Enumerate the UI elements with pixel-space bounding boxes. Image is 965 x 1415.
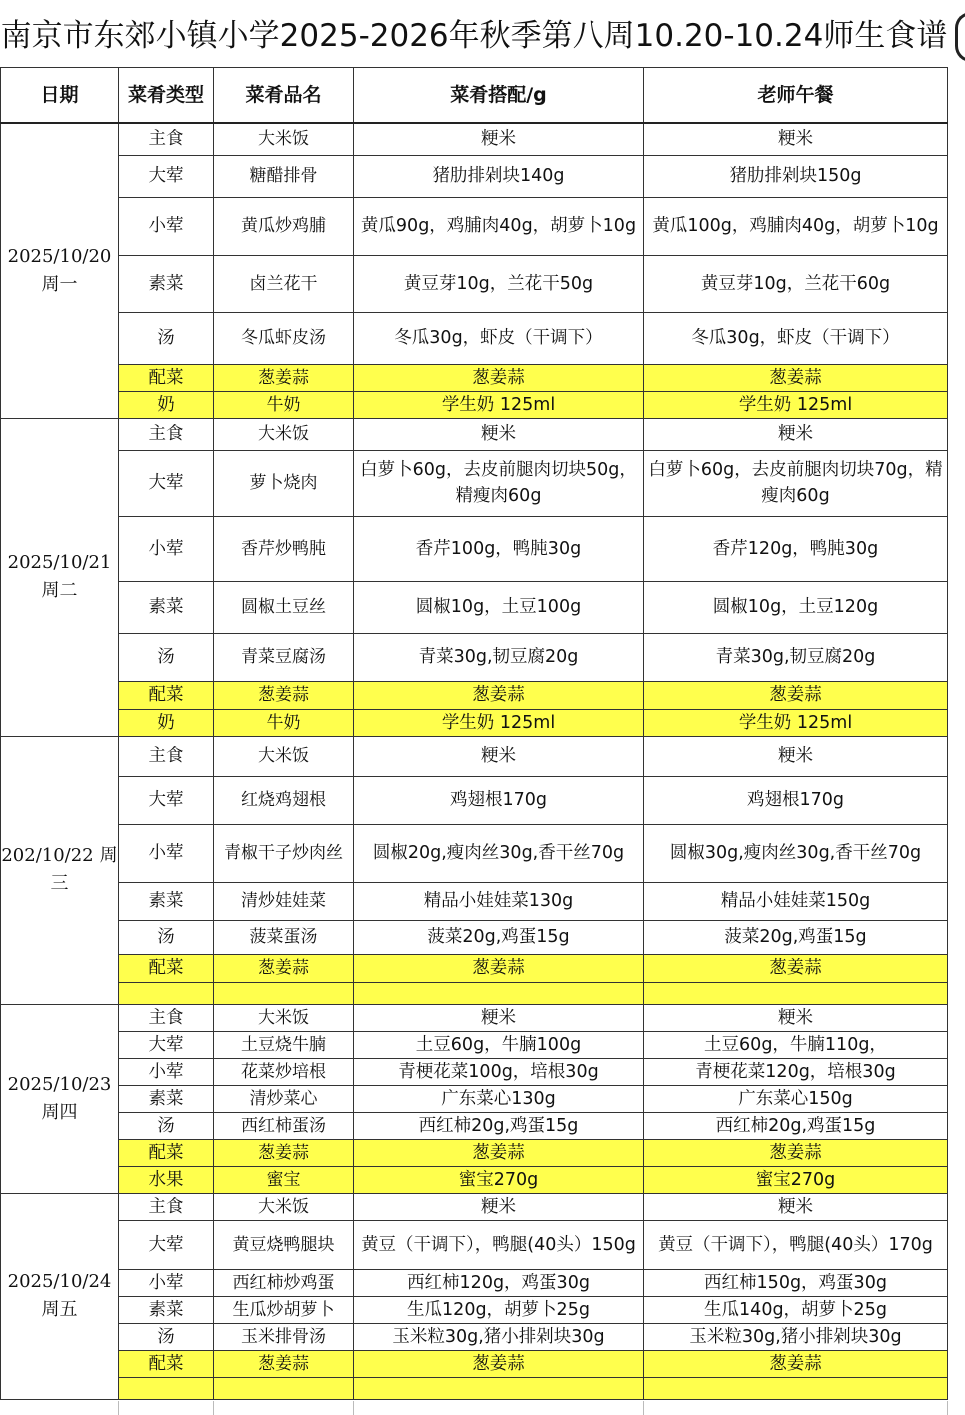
ingredients-cell: 葱姜蒜: [354, 681, 644, 709]
dish-type-cell: 配菜: [119, 954, 214, 982]
dish-type-cell: 汤: [119, 920, 214, 954]
dish-name-cell: 葱姜蒜: [214, 954, 354, 982]
teacher-lunch-cell: 学生奶 125ml: [644, 391, 948, 418]
page-title: 南京市东郊小镇小学2025-2026年秋季第八周10.20-10.24师生食谱: [0, 17, 948, 54]
menu-row: [1, 736, 948, 776]
day-weekday: 周五: [41, 1299, 78, 1320]
teacher-lunch-cell: 葱姜蒜: [644, 954, 948, 982]
menu-row: [1, 824, 948, 882]
menu-row: [1, 1377, 948, 1399]
dish-type-cell: 主食: [119, 123, 214, 155]
teacher-lunch-cell: 学生奶 125ml: [644, 709, 948, 736]
dish-name-cell: 生瓜炒胡萝卜: [214, 1296, 354, 1323]
ingredients-cell: 粳米: [354, 736, 644, 776]
dish-type-cell: 大荤: [119, 1220, 214, 1269]
teacher-lunch-cell: 粳米: [644, 123, 948, 155]
ingredients-cell: [354, 982, 644, 1004]
teacher-lunch-cell: 葱姜蒜: [644, 1139, 948, 1166]
teacher-lunch-cell: 粳米: [644, 1193, 948, 1220]
dish-type-cell: 素菜: [119, 255, 214, 312]
dish-name-cell: [214, 982, 354, 1004]
ingredients-cell: 生瓜120g，胡萝卜25g: [354, 1296, 644, 1323]
table-tail: [0, 1401, 948, 1415]
teacher-lunch-cell: 青菜30g,韧豆腐20g: [644, 633, 948, 681]
menu-row: [1, 882, 948, 920]
menu-row: [1, 954, 948, 982]
dish-name-cell: 红烧鸡翅根: [214, 776, 354, 824]
dish-type-cell: 小荤: [119, 516, 214, 581]
dish-name-cell: 大米饭: [214, 418, 354, 450]
teacher-lunch-cell: 土豆60g，牛腩110g，: [644, 1031, 948, 1058]
ingredients-cell: 精品小娃娃菜130g: [354, 882, 644, 920]
ingredients-cell: 广东菜心130g: [354, 1085, 644, 1112]
teacher-lunch-cell: 粳米: [644, 736, 948, 776]
ingredients-cell: 学生奶 125ml: [354, 391, 644, 418]
dish-name-cell: 大米饭: [214, 1004, 354, 1031]
menu-body: [1, 123, 948, 1399]
ingredients-cell: 圆椒20g,瘦肉丝30g,香干丝70g: [354, 824, 644, 882]
dish-type-cell: 主食: [119, 1193, 214, 1220]
teacher-lunch-cell: 猪肋排剁块150g: [644, 155, 948, 197]
dish-type-cell: 大荤: [119, 155, 214, 197]
dish-name-cell: 圆椒土豆丝: [214, 581, 354, 633]
ingredients-cell: 猪肋排剁块140g: [354, 155, 644, 197]
dish-type-cell: 汤: [119, 1112, 214, 1139]
menu-row: [1, 1323, 948, 1350]
dish-type-cell: 大荤: [119, 1031, 214, 1058]
teacher-lunch-cell: 葱姜蒜: [644, 681, 948, 709]
menu-row: [1, 1004, 948, 1031]
ingredients-cell: 葱姜蒜: [354, 1139, 644, 1166]
dish-type-cell: 奶: [119, 709, 214, 736]
ingredients-cell: 粳米: [354, 1004, 644, 1031]
menu-row: [1, 1112, 948, 1139]
menu-row: [1, 450, 948, 516]
dish-type-cell: 主食: [119, 418, 214, 450]
day-date: 202/10/22: [1, 845, 94, 866]
dish-name-cell: 卤兰花干: [214, 255, 354, 312]
header-date: 日期: [1, 68, 119, 124]
ingredients-cell: 葱姜蒜: [354, 954, 644, 982]
ingredients-cell: 黄豆（干调下），鸭腿(40头）150g: [354, 1220, 644, 1269]
teacher-lunch-cell: 玉米粒30g,猪小排剁块30g: [644, 1323, 948, 1350]
dish-type-cell: 大荤: [119, 450, 214, 516]
ingredients-cell: 学生奶 125ml: [354, 709, 644, 736]
day-weekday: 周一: [41, 273, 78, 295]
dish-name-cell: 清炒娃娃菜: [214, 882, 354, 920]
menu-row: [1, 516, 948, 581]
menu-row: [1, 920, 948, 954]
day-weekday: 周二: [41, 580, 78, 601]
menu-row: [1, 197, 948, 255]
dish-type-cell: 水果: [119, 1166, 214, 1193]
dish-name-cell: 蜜宝: [214, 1166, 354, 1193]
dish-name-cell: 冬瓜虾皮汤: [214, 312, 354, 364]
dish-name-cell: 花菜炒培根: [214, 1058, 354, 1085]
menu-row: [1, 1085, 948, 1112]
header-dish-type: 菜肴类型: [119, 68, 214, 124]
dish-type-cell: 大荤: [119, 776, 214, 824]
dish-type-cell: [119, 1377, 214, 1399]
dish-name-cell: 大米饭: [214, 1193, 354, 1220]
header-row: [1, 68, 948, 124]
teacher-lunch-cell: 黄豆芽10g，兰花干60g: [644, 255, 948, 312]
menu-row: [1, 1269, 948, 1296]
teacher-lunch-cell: 菠菜20g,鸡蛋15g: [644, 920, 948, 954]
ingredients-cell: 西红柿20g,鸡蛋15g: [354, 1112, 644, 1139]
menu-row: [1, 391, 948, 418]
ingredients-cell: 香芹100g，鸭肫30g: [354, 516, 644, 581]
dish-type-cell: 主食: [119, 1004, 214, 1031]
dish-type-cell: 配菜: [119, 681, 214, 709]
header-dish-name: 菜肴品名: [214, 68, 354, 124]
dish-name-cell: 葱姜蒜: [214, 1350, 354, 1377]
dish-name-cell: 糖醋排骨: [214, 155, 354, 197]
day-cell: [1, 123, 119, 418]
dish-type-cell: 配菜: [119, 1350, 214, 1377]
teacher-lunch-cell: 西红柿20g,鸡蛋15g: [644, 1112, 948, 1139]
dish-name-cell: 西红柿炒鸡蛋: [214, 1269, 354, 1296]
menu-row: [1, 123, 948, 155]
teacher-lunch-cell: 生瓜140g，胡萝卜25g: [644, 1296, 948, 1323]
teacher-lunch-cell: 广东菜心150g: [644, 1085, 948, 1112]
dish-type-cell: 素菜: [119, 1085, 214, 1112]
ingredients-cell: [354, 1377, 644, 1399]
teacher-lunch-cell: 葱姜蒜: [644, 364, 948, 391]
dish-name-cell: 土豆烧牛腩: [214, 1031, 354, 1058]
dish-name-cell: 葱姜蒜: [214, 364, 354, 391]
dish-name-cell: 玉米排骨汤: [214, 1323, 354, 1350]
ingredients-cell: 圆椒10g，土豆100g: [354, 581, 644, 633]
dish-type-cell: 汤: [119, 312, 214, 364]
teacher-lunch-cell: 鸡翅根170g: [644, 776, 948, 824]
dish-type-cell: 配菜: [119, 1139, 214, 1166]
ingredients-cell: 黄豆芽10g，兰花干50g: [354, 255, 644, 312]
dish-name-cell: 牛奶: [214, 391, 354, 418]
day-weekday: 周三: [50, 845, 118, 894]
teacher-lunch-cell: 香芹120g，鸭肫30g: [644, 516, 948, 581]
menu-row: [1, 681, 948, 709]
dish-name-cell: 清炒菜心: [214, 1085, 354, 1112]
dish-type-cell: 配菜: [119, 364, 214, 391]
teacher-lunch-cell: 白萝卜60g，去皮前腿肉切块70g，精瘦肉60g: [644, 450, 948, 516]
teacher-lunch-cell: 蜜宝270g: [644, 1166, 948, 1193]
dish-type-cell: 小荤: [119, 1058, 214, 1085]
dish-type-cell: 素菜: [119, 1296, 214, 1323]
ingredients-cell: 鸡翅根170g: [354, 776, 644, 824]
ingredients-cell: 青菜30g,韧豆腐20g: [354, 633, 644, 681]
teacher-lunch-cell: [644, 982, 948, 1004]
ingredients-cell: 葱姜蒜: [354, 1350, 644, 1377]
menu-row: [1, 1296, 948, 1323]
menu-row: [1, 1166, 948, 1193]
teacher-lunch-cell: 冬瓜30g，虾皮（干调下）: [644, 312, 948, 364]
menu-table: [0, 67, 948, 1400]
teacher-lunch-cell: [644, 1377, 948, 1399]
dish-name-cell: 菠菜蛋汤: [214, 920, 354, 954]
teacher-lunch-cell: 圆椒10g，土豆120g: [644, 581, 948, 633]
ingredients-cell: 粳米: [354, 1193, 644, 1220]
ingredients-cell: 菠菜20g,鸡蛋15g: [354, 920, 644, 954]
dish-name-cell: 黄瓜炒鸡脯: [214, 197, 354, 255]
day-weekday: 周四: [41, 1101, 78, 1123]
dish-name-cell: 青菜豆腐汤: [214, 633, 354, 681]
ingredients-cell: 青梗花菜100g，培根30g: [354, 1058, 644, 1085]
ingredients-cell: 葱姜蒜: [354, 364, 644, 391]
ingredients-cell: 土豆60g，牛腩100g: [354, 1031, 644, 1058]
teacher-lunch-cell: 精品小娃娃菜150g: [644, 882, 948, 920]
menu-row: [1, 1350, 948, 1377]
ingredients-cell: 粳米: [354, 418, 644, 450]
ingredients-cell: 黄瓜90g，鸡脯肉40g，胡萝卜10g: [354, 197, 644, 255]
menu-row: [1, 982, 948, 1004]
day-cell: [1, 418, 119, 736]
teacher-lunch-cell: 圆椒30g,瘦肉丝30g,香干丝70g: [644, 824, 948, 882]
dish-name-cell: 葱姜蒜: [214, 681, 354, 709]
dish-type-cell: 素菜: [119, 581, 214, 633]
dish-name-cell: 青椒干子炒肉丝: [214, 824, 354, 882]
menu-row: [1, 1139, 948, 1166]
menu-row: [1, 364, 948, 391]
dish-type-cell: 小荤: [119, 197, 214, 255]
dish-name-cell: 牛奶: [214, 709, 354, 736]
dish-name-cell: 萝卜烧肉: [214, 450, 354, 516]
teacher-lunch-cell: 粳米: [644, 1004, 948, 1031]
ingredients-cell: 粳米: [354, 123, 644, 155]
day-date: 2025/10/24: [7, 1271, 112, 1292]
menu-row: [1, 581, 948, 633]
teacher-lunch-cell: 粳米: [644, 418, 948, 450]
teacher-lunch-cell: 葱姜蒜: [644, 1350, 948, 1377]
dish-type-cell: 奶: [119, 391, 214, 418]
edge-bracket-decoration: [955, 12, 965, 62]
dish-type-cell: 小荤: [119, 824, 214, 882]
day-date: 2025/10/21: [7, 552, 112, 573]
day-date: 2025/10/20: [7, 245, 112, 267]
teacher-lunch-cell: 青梗花菜120g，培根30g: [644, 1058, 948, 1085]
ingredients-cell: 白萝卜60g，去皮前腿肉切块50g，精瘦肉60g: [354, 450, 644, 516]
dish-name-cell: 大米饭: [214, 736, 354, 776]
dish-name-cell: 香芹炒鸭肫: [214, 516, 354, 581]
dish-type-cell: 素菜: [119, 882, 214, 920]
menu-row: [1, 255, 948, 312]
menu-row: [1, 1031, 948, 1058]
dish-type-cell: 汤: [119, 633, 214, 681]
menu-row: [1, 633, 948, 681]
day-cell: [1, 1193, 119, 1399]
dish-type-cell: 小荤: [119, 1269, 214, 1296]
dish-name-cell: [214, 1377, 354, 1399]
menu-row: [1, 155, 948, 197]
teacher-lunch-cell: 黄豆（干调下），鸭腿(40头）170g: [644, 1220, 948, 1269]
day-cell: [1, 736, 119, 1004]
header-teacher-lunch: 老师午餐: [644, 68, 948, 124]
day-date: 2025/10/23: [7, 1073, 112, 1095]
menu-row: [1, 1058, 948, 1085]
dish-type-cell: 主食: [119, 736, 214, 776]
menu-row: [1, 776, 948, 824]
dish-name-cell: 黄豆烧鸭腿块: [214, 1220, 354, 1269]
dish-type-cell: [119, 982, 214, 1004]
menu-row: [1, 1220, 948, 1269]
teacher-lunch-cell: 西红柿150g，鸡蛋30g: [644, 1269, 948, 1296]
ingredients-cell: 冬瓜30g，虾皮（干调下）: [354, 312, 644, 364]
teacher-lunch-cell: 黄瓜100g，鸡脯肉40g，胡萝卜10g: [644, 197, 948, 255]
menu-row: [1, 418, 948, 450]
dish-type-cell: 汤: [119, 1323, 214, 1350]
ingredients-cell: 玉米粒30g,猪小排剁块30g: [354, 1323, 644, 1350]
dish-name-cell: 葱姜蒜: [214, 1139, 354, 1166]
menu-row: [1, 312, 948, 364]
header-ingredients: 菜肴搭配/g: [354, 68, 644, 124]
dish-name-cell: 西红柿蛋汤: [214, 1112, 354, 1139]
day-cell: [1, 1004, 119, 1193]
ingredients-cell: 蜜宝270g: [354, 1166, 644, 1193]
ingredients-cell: 西红柿120g，鸡蛋30g: [354, 1269, 644, 1296]
menu-row: [1, 1193, 948, 1220]
menu-row: [1, 709, 948, 736]
dish-name-cell: 大米饭: [214, 123, 354, 155]
